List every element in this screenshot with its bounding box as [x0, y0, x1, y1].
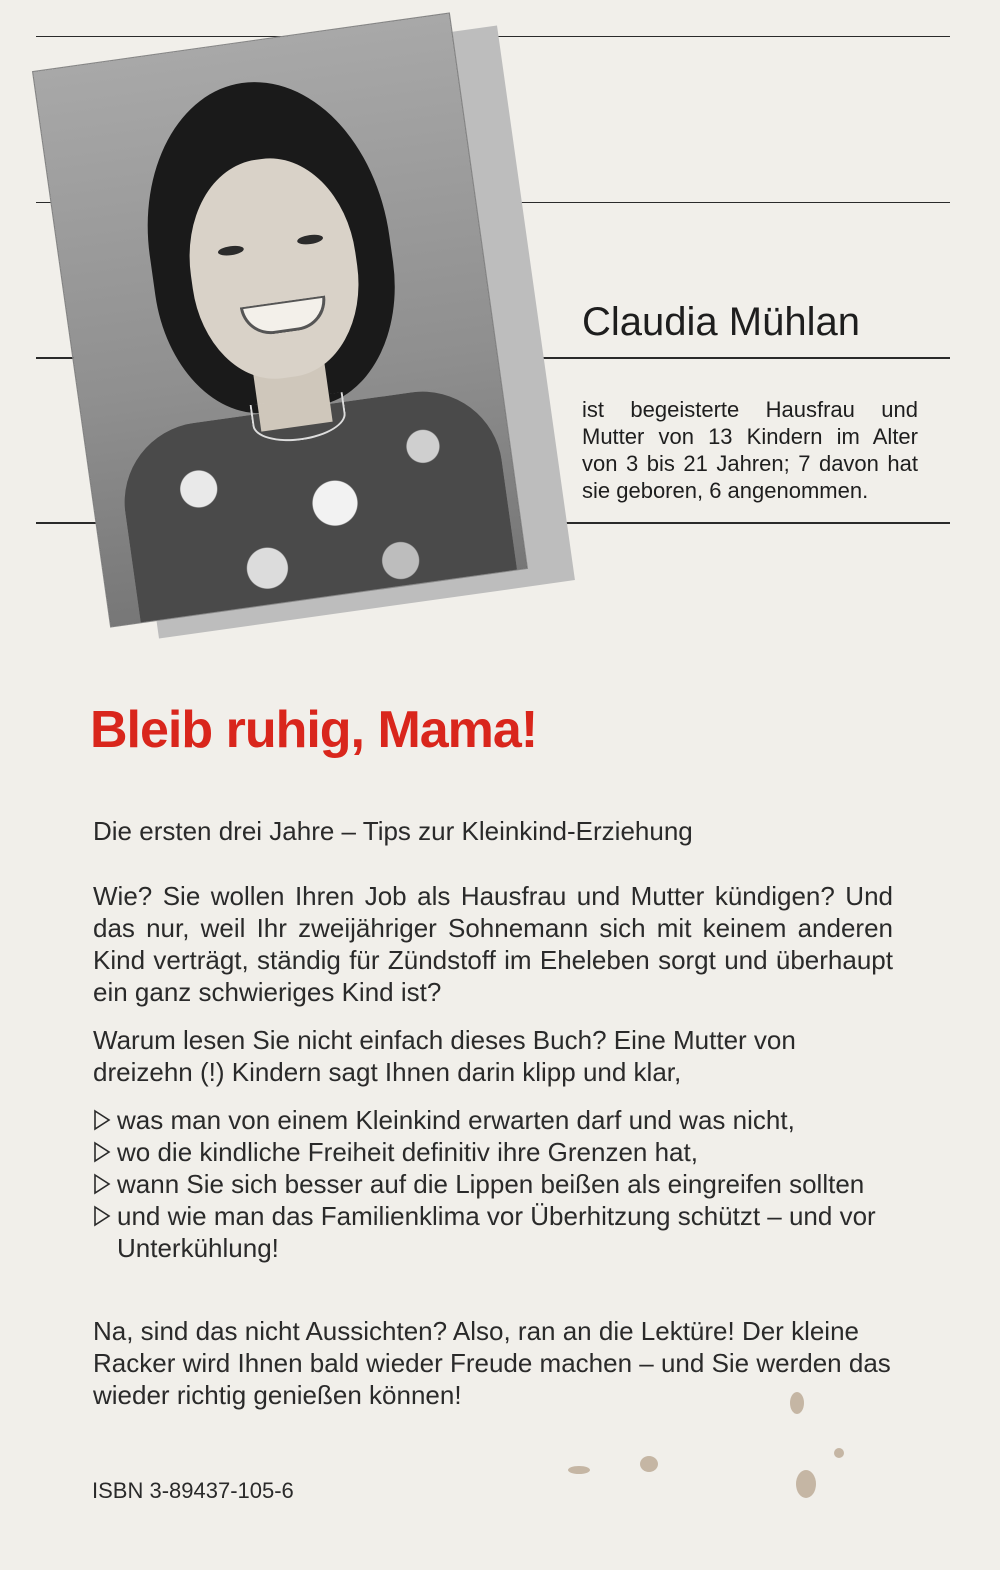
blurb-paragraph-3: Na, sind das nicht Aussichten? Also, ran an die Lektüre! Der kleine Racker wird Ihnen bald wieder Freude machen – und Sie werden das wieder richtig genießen können!: [93, 1316, 891, 1410]
bullet-text: und wie man das Familienklima vor Überhitzung schützt – und vor Unterkühlung!: [117, 1201, 876, 1263]
paper-stain: [796, 1470, 816, 1498]
book-subtitle: Die ersten drei Jahre – Tips zur Kleinkind-Erziehung: [93, 816, 693, 846]
list-item: [93, 1136, 893, 1168]
blurb-paragraph-1: Wie? Sie wollen Ihren Job als Hausfrau und Mutter kündigen? Und das nur, weil Ihr zweijähriger Sohnemann sich mit keinem anderen Kind verträgt, ständig für Zündstoff im Eheleben sorgt und überhaupt ein ganz schwieriges Kind ist?: [93, 881, 893, 1007]
blurb-paragraph-2: Warum lesen Sie nicht einfach dieses Buch? Eine Mutter von dreizehn (!) Kindern sagt Ihnen darin klipp und klar,: [93, 1025, 796, 1087]
book-title: Bleib ruhig, Mama!: [90, 701, 538, 759]
bullet-list: [93, 1104, 893, 1264]
paper-stain: [568, 1466, 590, 1474]
list-item: [93, 1168, 893, 1200]
list-item: [93, 1200, 893, 1264]
author-photo: [33, 13, 527, 626]
paper-stain: [640, 1456, 658, 1472]
isbn: ISBN 3-89437-105-6: [92, 1478, 294, 1503]
author-name: Claudia Mühlan: [582, 300, 860, 344]
bullet-text: wo die kindliche Freiheit definitiv ihre Grenzen hat,: [117, 1137, 698, 1167]
author-bio: ist begeisterte Hausfrau und Mutter von 13 Kindern im Alter von 3 bis 21 Jahren; 7 davon hat sie geboren, 6 angenommen.: [582, 397, 918, 503]
bullet-text: was man von einem Kleinkind erwarten darf und was nicht,: [117, 1105, 795, 1135]
triangle-bullet-icon: [93, 1205, 111, 1227]
paper-stain: [834, 1448, 844, 1458]
paper-stain: [790, 1392, 804, 1414]
triangle-bullet-icon: [93, 1109, 111, 1131]
list-item: [93, 1104, 893, 1136]
bullet-text: wann Sie sich besser auf die Lippen beißen als eingreifen sollten: [117, 1169, 865, 1199]
triangle-bullet-icon: [93, 1141, 111, 1163]
triangle-bullet-icon: [93, 1173, 111, 1195]
